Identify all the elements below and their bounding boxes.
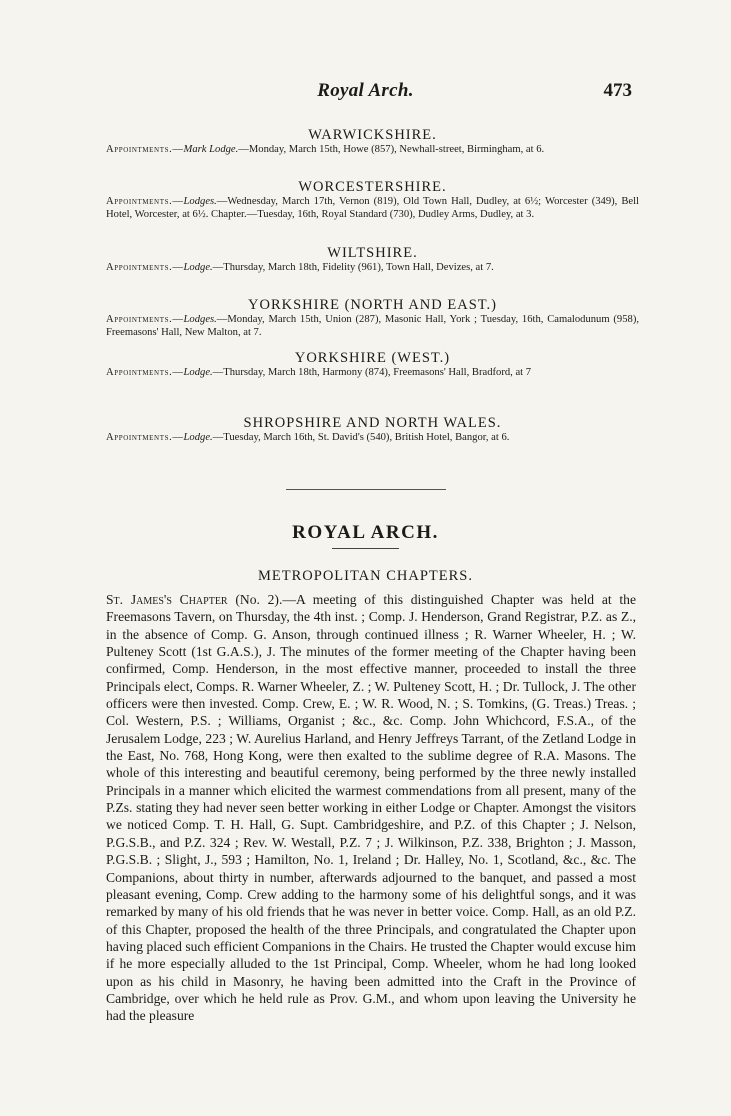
running-header: Royal Arch. [317, 80, 414, 101]
appointment-text: Appointments.—Lodge.—Thursday, March 18th, Harmony (874), Freemasons' Hall, Bradford, at 7 [106, 367, 532, 378]
provincial-entry-worcestershire [106, 178, 639, 221]
county-heading: YORKSHIRE (NORTH AND EAST.) [248, 297, 497, 313]
chapter-report-body: (No. 2).—A meeting of this distinguished Chapter was held at the Freemasons Tavern, on Thursday, the 4th inst. ; Comp. J. Henderson, Grand Registrar, P.Z. as Z., in the absence of Comp. G. Anson, through continued illness ; R. Warner Wheeler, H. ; W. Pulteney Scott (1st G.A.S.), J. The minutes of the former meeting of the Chapter having been confirmed, Comp. Henderson, in the most effective manner, proceeded to install the three Principals elect, Comps. R. Warner Wheeler, Z. ; W. Pulteney Scott, H. ; Dr. Tullock, J. The other officers were then invested. Comp. Crew, E. ; W. R. Wood, N. ; S. Tomkins, (G. Treas.) Treas. ; Col. Western, P.S. ; Williams, Organist ; &c., &c. Comp. John Whichcord, F.S.A., of the Jerusalem Lodge, 223 ; W. Aurelius Harland, and Henry Jeffreys Tarrant, of the Zetland Lodge in the East, No. 768, Hong Kong, were then exalted to the sublime degree of R.A. Masons. The whole of this interesting and beautiful ceremony, being performed by the three newly installed Principals in a manner which elicited the warmest commendations from all present, many of the P.Zs. stating they had never seen better working in either Lodge or Chapter. Amongst the visitors we noticed Comp. T. H. Hall, G. Supt. Cambridgeshire, and P.Z. of this Chapter ; J. Nelson, P.G.S.B., and P.Z. 324 ; Rev. W. Westall, P.Z. 7 ; J. Wilkinson, P.Z. 338, Brighton ; J. Masson, P.G.S.B. ; Slight, J., 593 ; Hamilton, No. 1, Ireland ; Dr. Halley, No. 1, Scotland, &c., &c. The Companions, about thirty in number, afterwards adjourned to the banquet, and passed a most pleasant evening, Comp. Crew adding to the harmony some of his delightful songs, and it was remarked by many of his old friends that he was never in better voice. Comp. Hall, as an old P.Z. of this Chapter, proposed the health of the three Principals, and congratulated the Chapter upon having placed such efficient Companions in the Chairs. He trusted the Chapter would excuse him if he more especially alluded to the 1st Principal, Comp. Wheeler, whom he had long looked upon as his child in Masonry, he having been admitted into the Craft in the Province of Cambridge, over which he held rule as Prov. G.M., and whom upon leaving the University he had the pleasure [106, 592, 636, 1024]
subsection-title: METROPOLITAN CHAPTERS. [258, 568, 473, 584]
section-divider [286, 489, 446, 490]
appointment-text: Appointments.—Lodges.—Monday, March 15th, Union (287), Masonic Hall, York ; Tuesday, 16th, Camalodunum (958), Freemasons' Hall, New Malton, at 7. [106, 314, 639, 338]
section-title-underline [332, 548, 399, 549]
county-heading: WARWICKSHIRE. [308, 127, 437, 143]
appointment-text: Appointments.—Mark Lodge.—Monday, March 15th, Howe (857), Newhall-street, Birmingham, at 6. [106, 144, 545, 155]
appointment-text: Appointments.—Lodge.—Thursday, March 18th, Fidelity (961), Town Hall, Devizes, at 7. [106, 262, 494, 273]
chapter-name: St. James's Chapter [106, 592, 228, 607]
page-number: 473 [603, 80, 632, 101]
county-heading: WILTSHIRE. [327, 245, 418, 261]
provincial-entry-shropshire-north-wales [106, 414, 639, 445]
chapter-report-text [106, 591, 636, 1025]
appointment-text: Appointments.—Lodge.—Tuesday, March 16th, St. David's (540), British Hotel, Bangor, at 6. [106, 432, 510, 443]
county-heading: YORKSHIRE (WEST.) [294, 350, 451, 366]
provincial-entry-wiltshire [106, 244, 639, 275]
provincial-entry-yorkshire-north-east [106, 296, 639, 339]
county-heading: WORCESTERSHIRE. [298, 179, 447, 195]
section-title: ROYAL ARCH. [292, 522, 439, 543]
provincial-entry-yorkshire-west [106, 349, 639, 380]
county-heading: SHROPSHIRE AND NORTH WALES. [243, 415, 502, 431]
provincial-entry-warwickshire [106, 126, 639, 157]
appointment-text: Appointments.—Lodges.—Wednesday, March 17th, Vernon (819), Old Town Hall, Dudley, at 6½; Worcester (349), Bell Hotel, Worcester, at 6½. Chapter.—Tuesday, 16th, Royal Standard (730), Dudley Arms, Dudley, at 3. [106, 196, 639, 220]
